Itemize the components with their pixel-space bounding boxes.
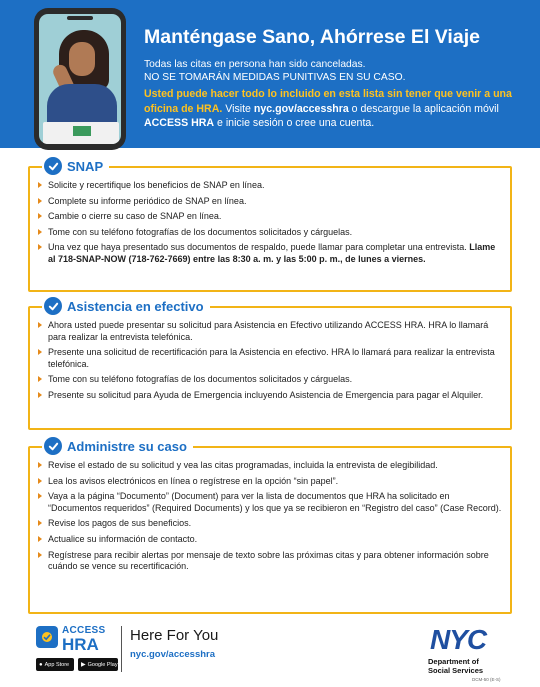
header-cta: Usted puede hacer todo lo incluido en esta lista sin tener que venir a una oficina de HRA. Visite nyc.gov/accesshra o descargue la aplicación móvil ACCESS HRA e inicie sesión o cree una cuenta.	[144, 88, 512, 129]
section-header	[42, 157, 109, 175]
dept-line-1: Department of	[428, 657, 479, 666]
list-item: Una vez que haya presentado sus documentos de respaldo, puede llamar para completar una entrevista. Llame al 718-SNAP-NOW (718-762-7669) entre las 8:30 a. m. y las 5:00 p. m., de lunes a viernes.	[38, 242, 502, 265]
list-item: Presente una solicitud de recertificación para la Asistencia en efectivo. HRA lo llamará para realizar la entrevista telefónica.	[38, 347, 502, 370]
footer-url-link[interactable]: nyc.gov/accesshra	[130, 649, 216, 660]
list-item: Revise el estado de su solicitud y vea las citas programadas, incluida la entrevista de elegibilidad.	[38, 460, 502, 472]
section-manage-case	[28, 438, 512, 614]
section-snap	[28, 158, 512, 292]
app-store-badge[interactable]: ● App Store	[36, 658, 74, 671]
list-item: Complete su informe periódico de SNAP en línea.	[38, 196, 502, 208]
list-item: Revise los pagos de sus beneficios.	[38, 518, 502, 530]
list-item: Presente su solicitud para Ayuda de Emergencia incluyendo Asistencia de Emergencia para pagar el Alquiler.	[38, 390, 502, 402]
google-play-badge[interactable]: ▶ Google Play	[78, 658, 118, 671]
notice-line-2: NO SE TOMARÁN MEDIDAS PUNITIVAS EN SU CASO.	[144, 72, 406, 83]
checkmark-icon	[44, 437, 62, 455]
checkmark-icon	[44, 157, 62, 175]
section-title: Administre su caso	[67, 438, 187, 454]
list-item: Cambie o cierre su caso de SNAP en línea.	[38, 211, 502, 223]
apple-icon: ●	[39, 661, 43, 668]
phone-screen	[39, 14, 121, 144]
section-header	[42, 297, 210, 315]
list-item: Tome con su teléfono fotografías de los documentos solicitados y cárguelas.	[38, 374, 502, 386]
notice-line-1: Todas las citas en persona han sido canceladas.	[144, 59, 366, 70]
section-title: SNAP	[67, 158, 104, 174]
list-item: Lea los avisos electrónicos en línea o regístrese en la opción “sin papel”.	[38, 476, 502, 488]
header-notice	[144, 58, 405, 84]
play-icon: ▶	[81, 662, 86, 668]
logo-text-access: ACCESS	[62, 625, 106, 636]
list-item: Regístrese para recibir alertas por mensaje de texto sobre las próximas citas y para obtener información sobre cuándo se vence su recertificación.	[38, 550, 502, 573]
section-cash-assistance	[28, 298, 512, 430]
list-item: Vaya a la página “Documento” (Document) para ver la lista de documentos que HRA ha solicitado en “Documentos requeridos” (Required Documents) y los que ya se recibieron en “Registro del caso” (Case Record).	[38, 491, 502, 514]
item-list	[30, 168, 510, 276]
list-item: Actualice su información de contacto.	[38, 534, 502, 546]
header-banner	[0, 0, 540, 148]
checkmark-icon	[44, 297, 62, 315]
list-item: Tome con su teléfono fotografías de los documentos solicitados y cárguelas.	[38, 227, 502, 239]
logo-text-hra: HRA	[62, 635, 99, 654]
divider	[121, 626, 122, 672]
item-list	[30, 308, 510, 412]
list-item: Ahora usted puede presentar su solicitud para Asistencia en Efectivo utilizando ACCESS HRA. HRA lo llamará para realizar la entrevista telefónica.	[38, 320, 502, 343]
item-list	[30, 448, 510, 583]
section-header	[42, 437, 193, 455]
footer	[0, 618, 540, 687]
page-title: Manténgase Sano, Ahórrese El Viaje	[144, 26, 480, 48]
access-hra-logo-icon	[36, 626, 58, 648]
snap-phone-info: Llame al 718-SNAP-NOW (718-762-7669) entre las 8:30 a. m. y las 5:00 p. m., de lunes a viernes.	[48, 242, 496, 264]
section-title: Asistencia en efectivo	[67, 298, 204, 314]
phone-illustration	[34, 8, 126, 150]
list-item: Solicite y recertifique los beneficios de SNAP en línea.	[38, 180, 502, 192]
cta-highlight: Usted puede hacer todo lo incluido en esta lista sin tener que venir a una oficina de HRA.	[144, 88, 512, 115]
cta-url-link[interactable]: nyc.gov/accesshra	[253, 102, 349, 115]
form-code: DCM-50 (E-S)	[472, 677, 501, 682]
nyc-logo: NYC	[430, 624, 487, 655]
dept-line-2: Social Services	[428, 666, 484, 675]
cta-app-name: ACCESS HRA	[144, 117, 215, 129]
tagline: Here For You	[130, 627, 219, 644]
